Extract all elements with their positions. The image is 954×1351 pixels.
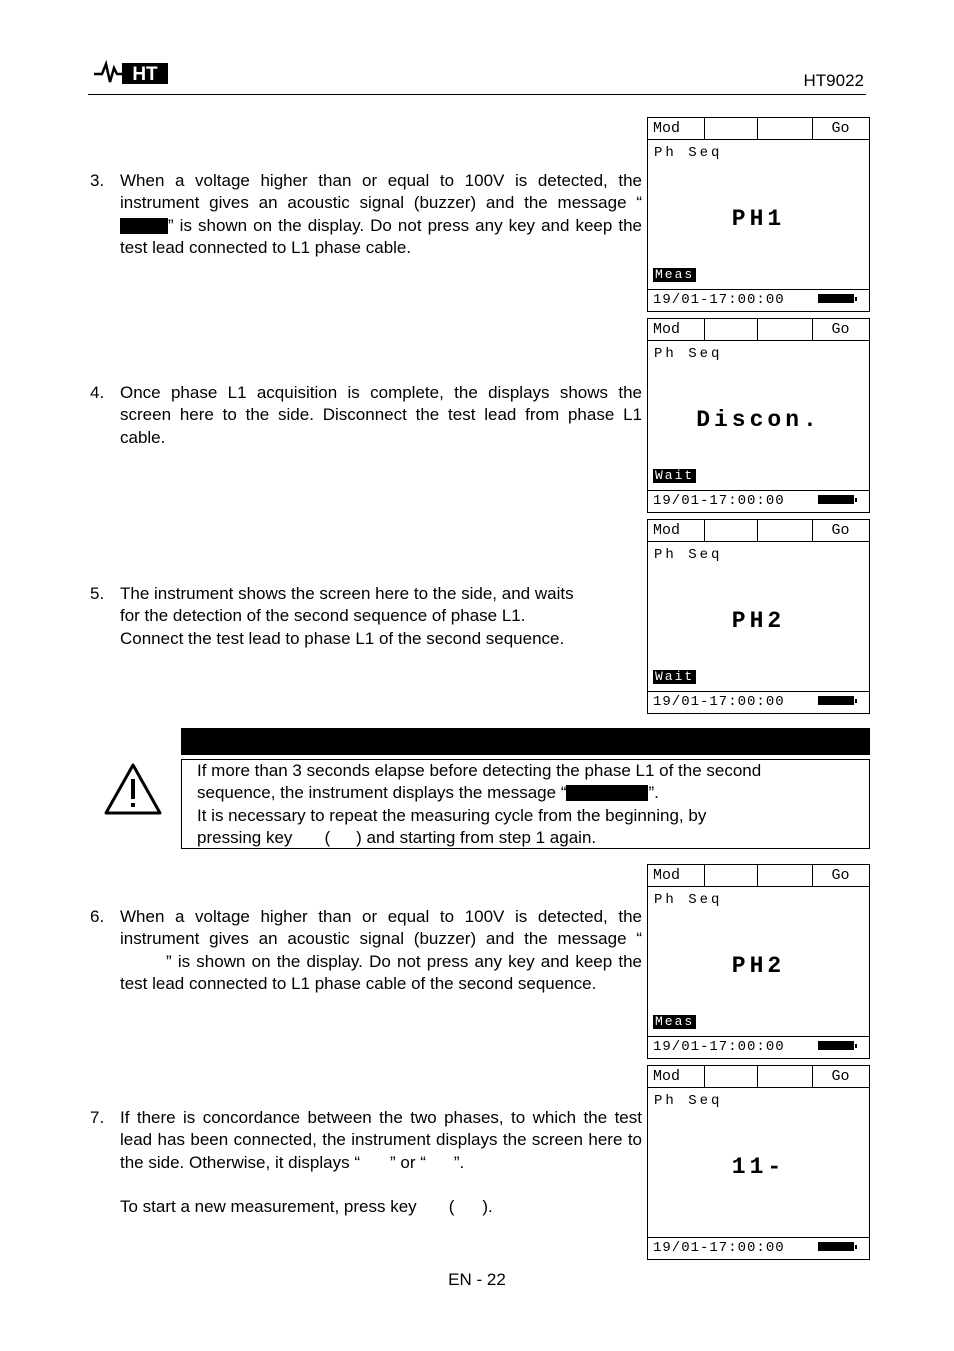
redacted-message <box>120 218 168 234</box>
lcd-screen-ph1 <box>647 117 870 312</box>
step-4: 4. Once phase L1 acquisition is complete, the displays shows the screen here to the side. Disconnect the test lead from phase L1 cable. <box>90 383 642 447</box>
lcd-value: PH2 <box>731 608 786 634</box>
lcd-value: PH1 <box>731 206 786 232</box>
battery-icon <box>818 696 854 705</box>
step-number: 3. <box>90 171 105 190</box>
lcd-status-bar <box>648 289 869 311</box>
battery-icon <box>818 1041 854 1050</box>
lcd-title: Ph Seq <box>654 892 723 908</box>
lcd-datetime: 19/01-17:00:00 <box>653 493 785 509</box>
lcd-status: Wait <box>655 669 695 684</box>
lcd-status: Meas <box>655 1014 695 1029</box>
battery-icon <box>818 294 854 303</box>
lcd-title: Ph Seq <box>654 547 723 563</box>
battery-icon <box>818 495 854 504</box>
battery-icon <box>818 1242 854 1251</box>
page-number: EN - 22 <box>448 1270 506 1289</box>
step-5: 5. The instrument shows the screen here to the side, and waits for the detection of the second sequence of phase L1. Connect the test lead to phase L1 of the second sequence. <box>90 584 574 648</box>
lcd-title: Ph Seq <box>654 145 723 161</box>
lcd-screen-result: Mod Go Ph Seq 11- 19/01-17:00:00 <box>647 1065 870 1260</box>
step-6: 6. When a voltage higher than or equal to 100V is detected, the instrument gives an acoustic signal (buzzer) and the message “” is shown on the display. Do not press any key and keep the test lead connected to L1 phase cable of the second sequence. <box>90 907 642 994</box>
lcd-datetime: 19/01-17:00:00 <box>653 292 785 308</box>
ht-logo <box>92 60 170 86</box>
step-3: 3. When a voltage higher than or equal to 100V is detected, the instrument gives an acoustic signal (buzzer) and the message “” is shown on the display. Do not press any key and keep the test lead connected to L1 phase cable. <box>90 171 642 258</box>
lcd-datetime: 19/01-17:00:00 <box>653 694 785 710</box>
lcd-title: Ph Seq <box>654 346 723 362</box>
lcd-title: Ph Seq <box>654 1093 723 1109</box>
lcd-value: PH2 <box>731 953 786 979</box>
lcd-screen-ph2-meas: Mod Go Ph Seq PH2 Meas 19/01-17:00:00 <box>647 864 870 1059</box>
warning-header-bar <box>181 728 870 755</box>
lcd-value: 11- <box>731 1154 786 1180</box>
lcd-datetime: 19/01-17:00:00 <box>653 1039 785 1055</box>
lcd-status: Wait <box>655 468 695 483</box>
model-name: HT9022 <box>803 71 864 90</box>
lcd-screen-ph2-wait: Mod Go Ph Seq PH2 Wait 19/01-17:00:00 <box>647 519 870 714</box>
redacted-message <box>566 785 648 801</box>
warning-box: If more than 3 seconds elapse before detecting the phase L1 of the second sequence, the instrument displays the message “ ”. It is necessary to repeat the measuring cycle from the beginning, by pressing key ( ) and starting from step 1 again. <box>181 759 870 849</box>
lcd-screen-discon: Mod Go Ph Seq Discon. Wait 19/01-17:00:00 <box>647 318 870 513</box>
warning-icon <box>103 762 163 816</box>
step-7: 7. If there is concordance between the two phases, to which the test lead has been connected, the instrument displays the screen here to the side. Otherwise, it displays “ ” or “ ”. To start a new measurement, press key ( ). <box>90 1108 642 1217</box>
lcd-menu-bar: Mod Go <box>648 118 869 140</box>
header-rule <box>88 94 866 95</box>
lcd-status: Meas <box>655 267 695 282</box>
lcd-datetime: 19/01-17:00:00 <box>653 1240 785 1256</box>
svg-text:HT: HT <box>132 64 158 85</box>
lcd-value: Discon. <box>696 407 821 433</box>
